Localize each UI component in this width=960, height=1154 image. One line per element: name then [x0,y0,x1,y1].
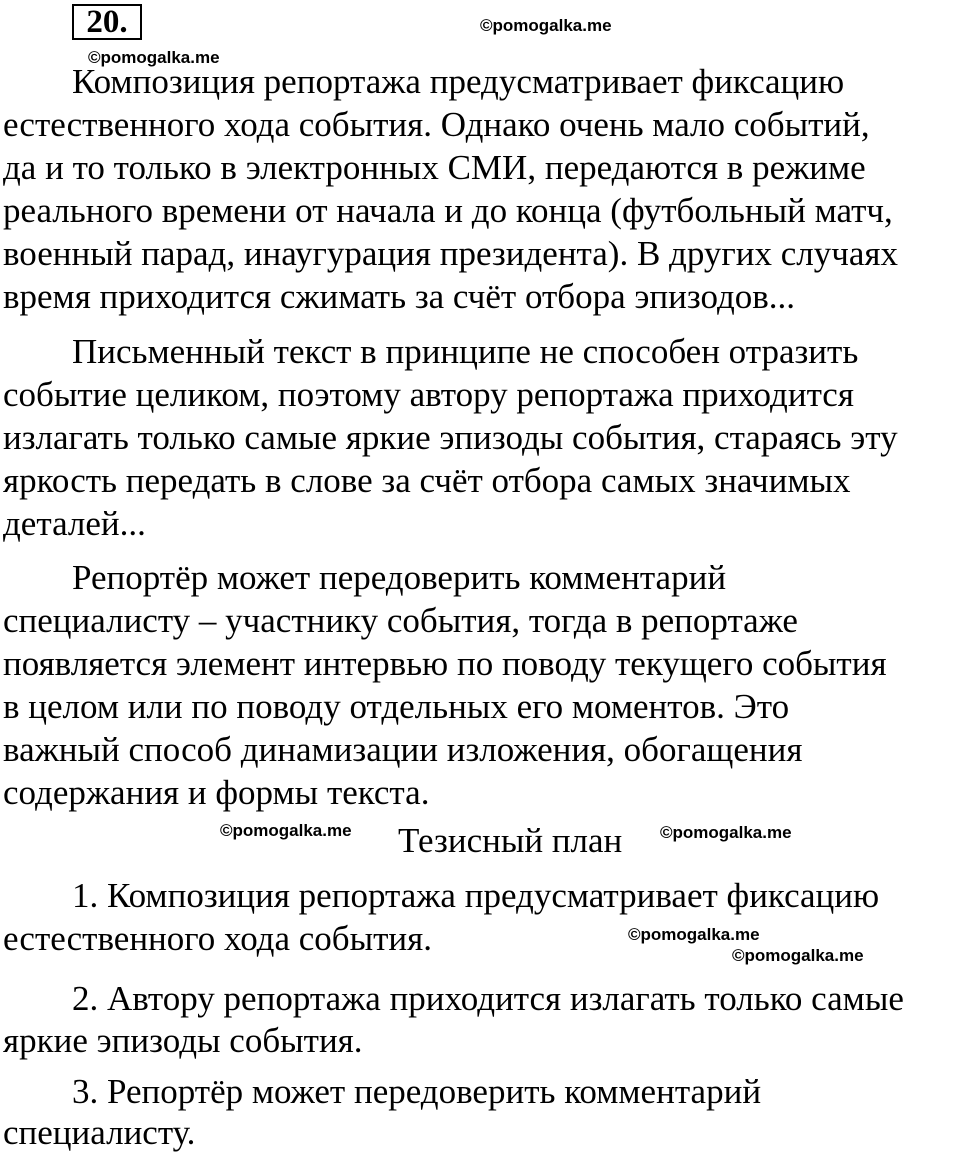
text-line: 1. Композиция репортажа предусматривает фиксацию [72,876,880,915]
text-line: Письменный текст в принципе не способен отразить [72,332,859,371]
text-line: специалисту – участнику события, тогда в репортаже [3,601,798,640]
text-line: военный парад, инаугурация президента). В других случаях [3,234,898,273]
watermark: ©pomogalka.me [660,823,792,842]
text-line: естественного хода события. [3,919,433,958]
watermark: ©pomogalka.me [220,821,352,840]
text-line: время приходится сжимать за счёт отбора эпизодов... [3,277,796,316]
text-line: Репортёр может передоверить комментарий [72,558,727,597]
text-line: 2. Автору репортажа приходится излагать только самые [72,979,904,1018]
text-line: яркость передать в слове за счёт отбора самых значимых [3,461,851,500]
watermark: ©pomogalka.me [732,946,864,965]
task-number: 20. [72,4,142,40]
text-line: Композиция репортажа предусматривает фиксацию [72,62,845,101]
text-line: событие целиком, поэтому автору репортажа приходится [3,375,854,414]
text-line: специалисту. [3,1113,196,1152]
text-line: реального времени от начала и до конца (футбольный матч, [3,191,893,230]
text-line: важный способ динамизации изложения, обогащения [3,730,803,769]
text-line: в целом или по поводу отдельных его моментов. Это [3,687,790,726]
text-line: яркие эпизоды события. [3,1021,363,1060]
text-line: деталей... [3,504,146,543]
text-line: естественного хода события. Однако очень мало событий, [3,105,870,144]
text-line: содержания и формы текста. [3,773,430,812]
watermark: ©pomogalka.me [88,48,220,67]
text-line: 3. Репортёр может передоверить комментарий [72,1072,762,1111]
text-line: появляется элемент интервью по поводу текущего события [3,644,887,683]
text-line: да и то только в электронных СМИ, передаются в режиме [3,148,866,187]
text-line: излагать только самые яркие эпизоды события, стараясь эту [3,418,898,457]
watermark: ©pomogalka.me [628,925,760,944]
watermark: ©pomogalka.me [480,16,612,35]
plan-heading: Тезисный план [398,821,623,860]
